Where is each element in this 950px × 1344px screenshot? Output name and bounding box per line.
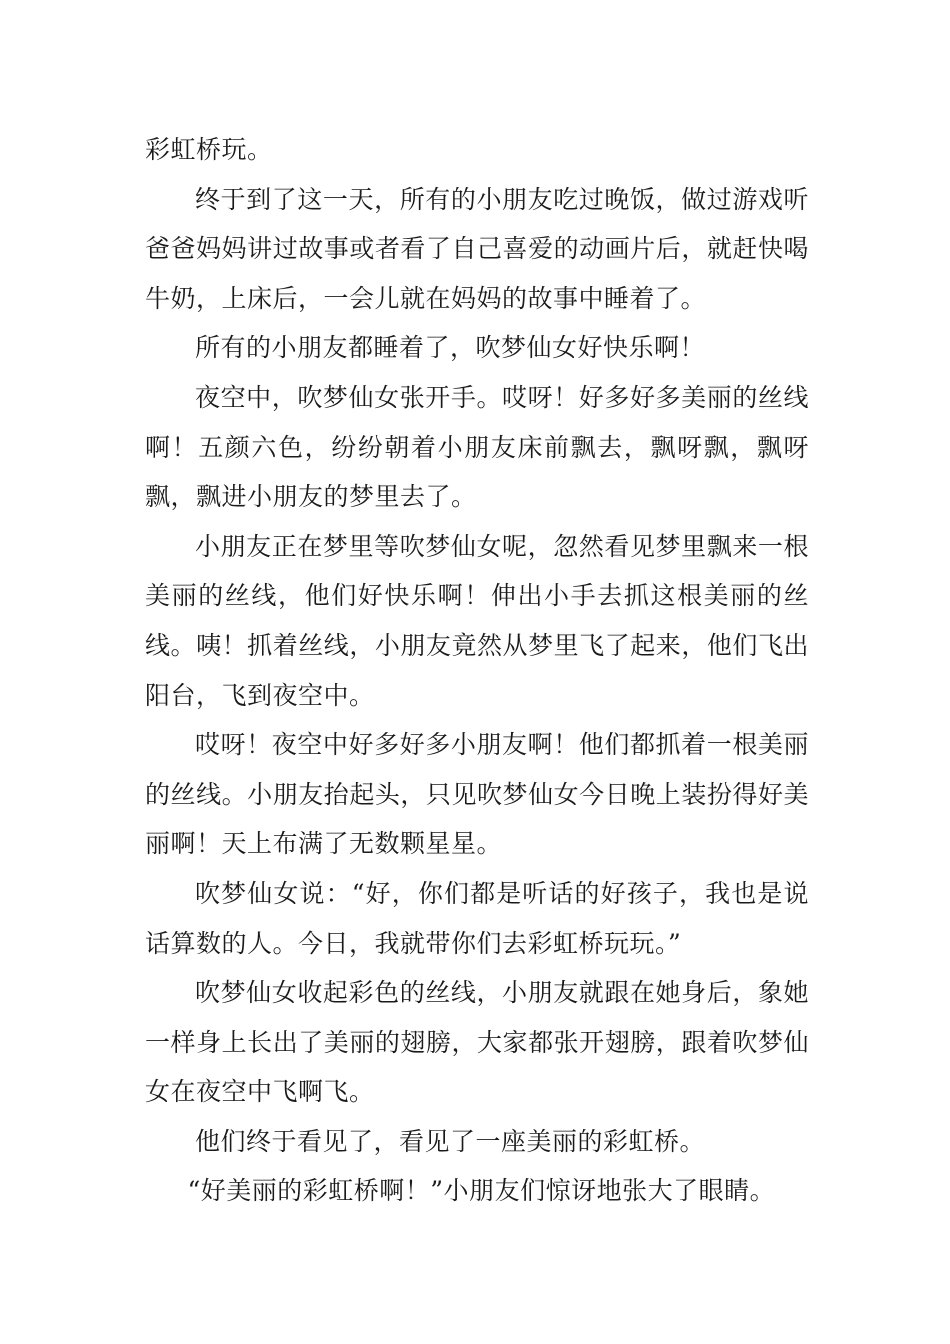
story-text	[145, 125, 809, 1216]
paragraph-3: 所有的小朋友都睡着了，吹梦仙女好快乐啊！	[195, 333, 706, 363]
paragraph-8: 吹梦仙女收起彩色的丝线，小朋友就跟在她身后，象她一样身上长出了美丽的翅膀，大家都张开翅膀，跟着吹梦仙女在夜空中飞啊飞。	[145, 978, 809, 1107]
paragraph-7: 吹梦仙女说：“好，你们都是听话的好孩子，我也是说话算数的人。今日，我就带你们去彩虹桥玩玩。”	[145, 878, 809, 958]
paragraph-5: 小朋友正在梦里等吹梦仙女呢，忽然看见梦里飘来一根美丽的丝线，他们好快乐啊！伸出小手去抓这根美丽的丝线。咦！抓着丝线，小朋友竟然从梦里飞了起来，他们飞出阳台，飞到夜空中。	[145, 531, 809, 710]
paragraph-6: 哎呀！夜空中好多好多小朋友啊！他们都抓着一根美丽的丝线。小朋友抬起头，只见吹梦仙女今日晚上装扮得好美丽啊！天上布满了无数颗星星。	[145, 730, 809, 859]
paragraph-9: 他们终于看见了，看见了一座美丽的彩虹桥。	[195, 1126, 706, 1156]
paragraph-2: 终于到了这一天，所有的小朋友吃过晚饭，做过游戏听爸爸妈妈讲过故事或者看了自己喜爱的动画片后，就赶快喝牛奶，上床后，一会儿就在妈妈的故事中睡着了。	[145, 184, 809, 313]
paragraph-1: 彩虹桥玩。	[145, 135, 273, 164]
paragraph-4: 夜空中，吹梦仙女张开手。哎呀！好多好多美丽的丝线啊！五颜六色，纷纷朝着小朋友床前飘去，飘呀飘，飘呀飘，飘进小朋友的梦里去了。	[145, 382, 809, 512]
paragraph-10: “好美丽的彩虹桥啊！”小朋友们惊讶地张大了眼睛。	[187, 1176, 776, 1206]
